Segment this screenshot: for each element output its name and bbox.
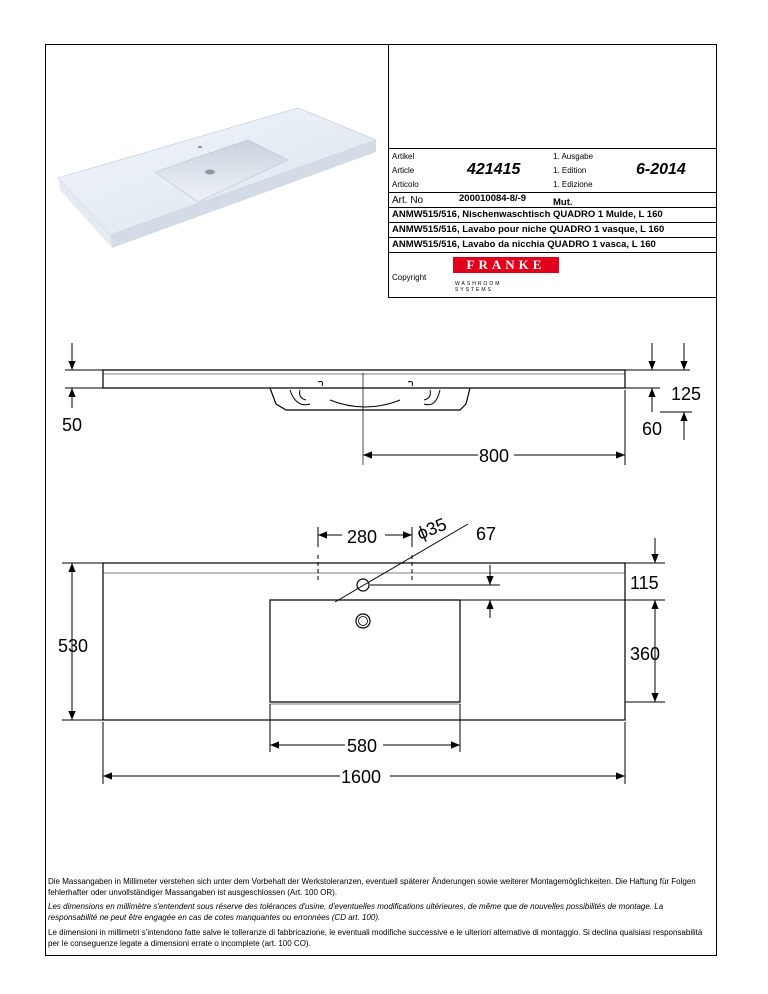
dim-bowl-width: 580 [347, 736, 378, 756]
dim-front-to-bowl: 115 [630, 573, 659, 593]
logo-subtitle: WASHROOM SYSTEMS [455, 281, 502, 293]
label-ausgabe: 1. Ausgabe [553, 152, 594, 161]
dim-tap-to-edge: 67 [476, 524, 497, 544]
label-edition: 1. Edition [553, 166, 587, 175]
description-it: ANMW515/516, Lavabo da nicchia QUADRO 1 vasca, L 160 [392, 239, 656, 250]
note-it: Le dimensioni in millimetri s'intendono fatte salve le tolleranze di fabbricazione, le eventuali modifiche successive e le ulteriori alternative di montaggio. Si declina qualsiasi responsabilità per le conseguenze legate a dimensioni errate o incomplete (art. 100 CO). [48, 928, 703, 948]
mut-label: Mut. [553, 197, 573, 208]
copyright-label: Copyright [392, 273, 427, 282]
dim-total-length: 1600 [341, 767, 382, 787]
edition-date: 6-2014 [636, 161, 686, 178]
dim-thickness-left: 50 [62, 415, 83, 435]
dim-bowl-depth: 360 [630, 644, 661, 664]
top-view [103, 524, 625, 720]
dim-total-depth: 530 [58, 636, 89, 656]
franke-logo: FRANKE [453, 257, 559, 273]
side-dimensions [65, 343, 692, 465]
note-de: Die Massangaben in Millimeter verstehen sich unter dem Vorbehalt der Werkstoleranzen, eventuell späterer Änderungen sowie weiterer Montagemöglichkeiten. Die Haftung für Folgen fehlerhafter oder unvollständiger Massangaben ist ausgeschlossen (Art. 100 OR). [48, 877, 696, 897]
label-artikel: Artikel [392, 152, 415, 161]
label-edizione: 1. Edizione [553, 180, 593, 189]
dim-tap-hole: ϕ35 [414, 513, 450, 544]
dim-bowl-offset: 800 [479, 446, 510, 466]
description-de: ANMW515/516, Nischenwaschtisch QUADRO 1 Mulde, L 160 [392, 209, 663, 220]
dim-tap-offset: 280 [347, 527, 378, 547]
art-no-label: Art. No [392, 195, 424, 206]
art-no-value: 200010084-8/-9 [459, 193, 527, 204]
note-fr: Les dimensions en millimètre s'entendent sous réserve des tolérances d'usine, d'eventuelles modifications ultérieures, de même que de nouvelles possibilités de montage. La responsabilité ne peut être engagée en cas de cotes manquantes ou erronnées (CD art. 100). [48, 902, 664, 922]
side-view [103, 370, 625, 465]
label-articolo: Articolo [392, 180, 419, 189]
dim-height-right: 125 [671, 384, 702, 404]
article-number: 421415 [467, 161, 521, 178]
dim-thickness-right: 60 [642, 419, 663, 439]
label-article: Article [392, 166, 415, 175]
description-fr: ANMW515/516, Lavabo pour niche QUADRO 1 vasque, L 160 [392, 224, 665, 235]
